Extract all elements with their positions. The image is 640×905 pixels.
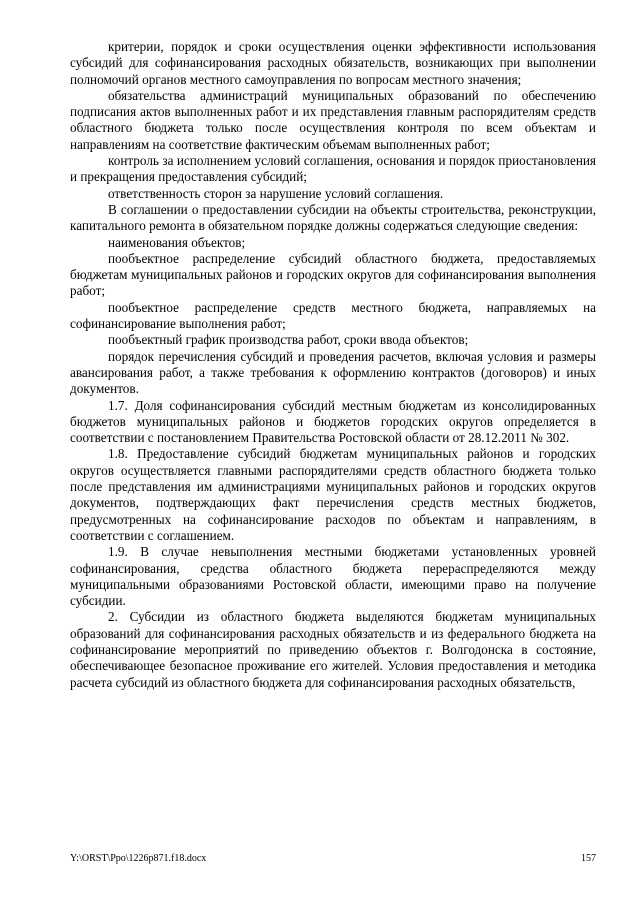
paragraph: контроль за исполнением условий соглашения, основания и порядок приостановления и прекращения предоставления субсидий; xyxy=(70,153,596,185)
paragraph: 1.9. В случае невыполнения местными бюджетами установленных уровней софинансирования, средства областного бюджета перераспределяются между муниципальными образованиями Ростовской области, имеющими право на получение субсидии. xyxy=(70,544,596,609)
page-number: 157 xyxy=(581,853,596,864)
paragraph: 1.8. Предоставление субсидий бюджетам муниципальных районов и городских округов осуществляется главными распорядителями средств областного бюджета только после представления им администрациями муниципальных районов и городских округов документов, подтверждающих факт перечисления средств местных бюджетов, предусмотренных на софинансирование расходов по объектам и направлениям, в соответствии с соглашением. xyxy=(70,446,596,543)
paragraph: обязательства администраций муниципальных образований по обеспечению подписания актов выполненных работ и их представления главным распорядителям средств областного бюджета только после осуществления контроля по всем объектам и направлениям на соответствие фактическим объемам выполненных работ; xyxy=(70,87,596,152)
paragraph: 1.7. Доля софинансирования субсидий местным бюджетам из консолидированных бюджетов муниципальных районов и бюджетов городских округов определяется в соответствии с постановлением Правительства Ростовской области от 28.12.2011 № 302. xyxy=(70,397,596,446)
paragraph: 2. Субсидии из областного бюджета выделяются бюджетам муниципальных образований для софинансирования расходных обязательств и из федерального бюджета на софинансирование мероприятий по приведению объектов г. Волгодонска в состояние, обеспечивающее безопасное проживание его жителей. Условия предоставления и методика расчета субсидий из областного бюджета для софинансирования расходных обязательств, xyxy=(70,609,596,690)
paragraph: критерии, порядок и сроки осуществления оценки эффективности использования субсидий для софинансирования расходных обязательств, возникающих при выполнении полномочий органов местного самоуправления по вопросам местного значения; xyxy=(70,39,596,87)
paragraph: пообъектное распределение субсидий областного бюджета, предоставляемых бюджетам муниципальных районов и городских округов для софинансирования выполнения работ; xyxy=(70,250,596,299)
paragraph: пообъектный график производства работ, сроки ввода объектов; xyxy=(108,332,469,348)
paragraph: наименования объектов; xyxy=(108,234,246,250)
paragraph: ответственность сторон за нарушение условий соглашения. xyxy=(108,185,444,201)
footer-file-path: Y:\ORST\Ppo\1226p871.f18.docx xyxy=(70,853,207,864)
paragraph: порядок перечисления субсидий и проведения расчетов, включая условия и размеры авансирования работ, а также требования к оформлению контрактов (договоров) и иных документов. xyxy=(70,348,596,397)
document-body xyxy=(70,39,596,691)
paragraph: пообъектное распределение средств местного бюджета, направляемых на софинансирование выполнения работ; xyxy=(70,299,596,332)
paragraph: В соглашении о предоставлении субсидии на объекты строительства, реконструкции, капитального ремонта в обязательном порядке должны содержаться следующие сведения: xyxy=(70,201,596,234)
